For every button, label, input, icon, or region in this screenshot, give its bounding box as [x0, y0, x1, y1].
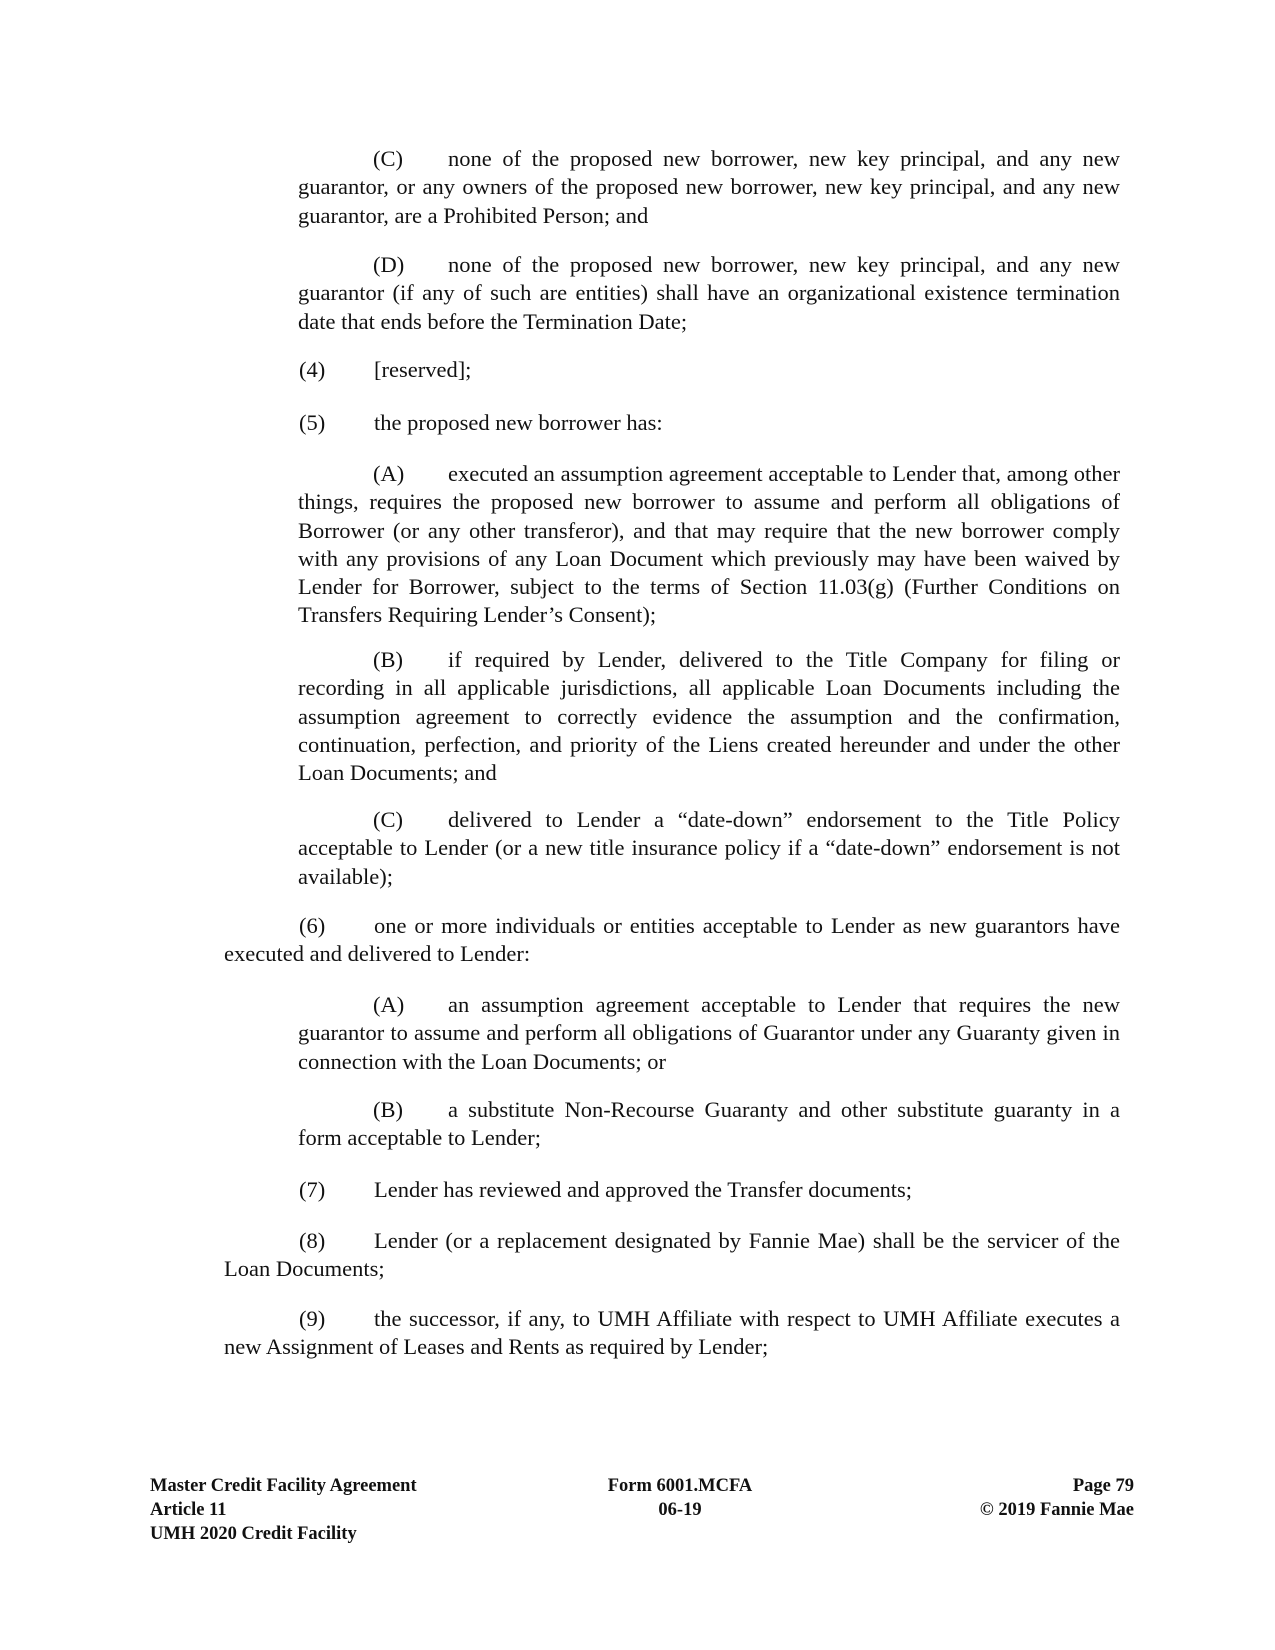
footer-facility-name: UMH 2020 Credit Facility — [150, 1524, 357, 1544]
paragraph-b-title-company — [298, 646, 1120, 787]
paragraph-9-umh-affiliate — [224, 1305, 1120, 1362]
paragraph-label: (7) — [299, 1177, 326, 1202]
paragraph-label: (D) — [373, 252, 405, 277]
footer-form-date: 06-19 — [658, 1500, 702, 1520]
paragraph-text: none of the proposed new borrower, new key principal, and any new guarantor (if any of such are entities) shall have an organizational existence termination date that ends before the Termination Date; — [298, 252, 1120, 334]
footer-form-number: Form 6001.MCFA — [607, 1476, 753, 1496]
paragraph-text: if required by Lender, delivered to the Title Company for filing or recording in all applicable jurisdictions, all applicable Loan Documents including the assumption agreement to correctly evidence the assumption and the confirmation, continuation, perfection, and priority of the Liens created hereunder and under the other Loan Documents; and — [298, 647, 1120, 786]
paragraph-label: (C) — [373, 146, 403, 171]
footer-left — [150, 1474, 417, 1546]
paragraph-label: (8) — [299, 1228, 326, 1253]
paragraph-5-new-borrower — [224, 409, 1120, 437]
paragraph-text: Lender has reviewed and approved the Transfer documents; — [374, 1177, 912, 1202]
footer-agreement-title: Master Credit Facility Agreement — [150, 1476, 417, 1496]
paragraph-d-termination-date — [298, 251, 1120, 336]
paragraph-6-new-guarantors — [224, 912, 1120, 969]
paragraph-label: (9) — [299, 1306, 326, 1331]
paragraph-label: (6) — [299, 913, 326, 938]
paragraph-text: [reserved]; — [374, 357, 472, 382]
footer-copyright: © 2019 Fannie Mae — [979, 1500, 1134, 1520]
paragraph-text: executed an assumption agreement acceptable to Lender that, among other things, requires the proposed new borrower to assume and perform all obligations of Borrower (or any other transferor), and that may require that the new borrower comply with any provisions of any Loan Document which previously may have been waived by Lender for Borrower, subject to the terms of Section 11.03(g) (Further Conditions on Transfers Requiring Lender’s Consent); — [298, 461, 1120, 628]
paragraph-c-prohibited-person — [298, 145, 1120, 230]
paragraph-text: a substitute Non-Recourse Guaranty and other substitute guaranty in a form acceptable to Lender; — [298, 1097, 1120, 1151]
paragraph-text: none of the proposed new borrower, new key principal, and any new guarantor, or any owners of the proposed new borrower, new key principal, and any new guarantor, are a Prohibited Person; and — [298, 146, 1120, 228]
footer-center — [580, 1474, 780, 1522]
paragraph-8-servicer — [224, 1227, 1120, 1284]
paragraph-label: (4) — [299, 357, 326, 382]
paragraph-a-assumption-agreement — [298, 460, 1120, 630]
paragraph-label: (B) — [373, 647, 403, 672]
paragraph-label: (5) — [299, 410, 326, 435]
paragraph-label: (A) — [373, 992, 405, 1017]
paragraph-label: (B) — [373, 1097, 403, 1122]
paragraph-label: (A) — [373, 461, 405, 486]
footer-right — [940, 1474, 1134, 1522]
paragraph-c-date-down — [298, 806, 1120, 891]
paragraph-text: the successor, if any, to UMH Affiliate with respect to UMH Affiliate executes a new Assignment of Leases and Rents as required by Lender; — [224, 1306, 1120, 1360]
paragraph-b-substitute-guaranty — [298, 1096, 1120, 1153]
paragraph-7-transfer-documents — [224, 1176, 1120, 1204]
paragraph-text: Lender (or a replacement designated by Fannie Mae) shall be the servicer of the Loan Documents; — [224, 1228, 1120, 1282]
paragraph-4-reserved — [224, 356, 1120, 384]
paragraph-a-guarantor-assumption — [298, 991, 1120, 1076]
paragraph-text: one or more individuals or entities acceptable to Lender as new guarantors have executed and delivered to Lender: — [224, 913, 1120, 967]
paragraph-text: an assumption agreement acceptable to Lender that requires the new guarantor to assume and perform all obligations of Guarantor under any Guaranty given in connection with the Loan Documents; or — [298, 992, 1120, 1074]
paragraph-label: (C) — [373, 807, 403, 832]
paragraph-text: delivered to Lender a “date-down” endorsement to the Title Policy acceptable to Lender (or a new title insurance policy if a “date-down” endorsement is not available); — [298, 807, 1120, 889]
paragraph-text: the proposed new borrower has: — [374, 410, 663, 435]
footer-article: Article 11 — [150, 1500, 227, 1520]
footer-page-number: Page 79 — [1072, 1476, 1134, 1496]
